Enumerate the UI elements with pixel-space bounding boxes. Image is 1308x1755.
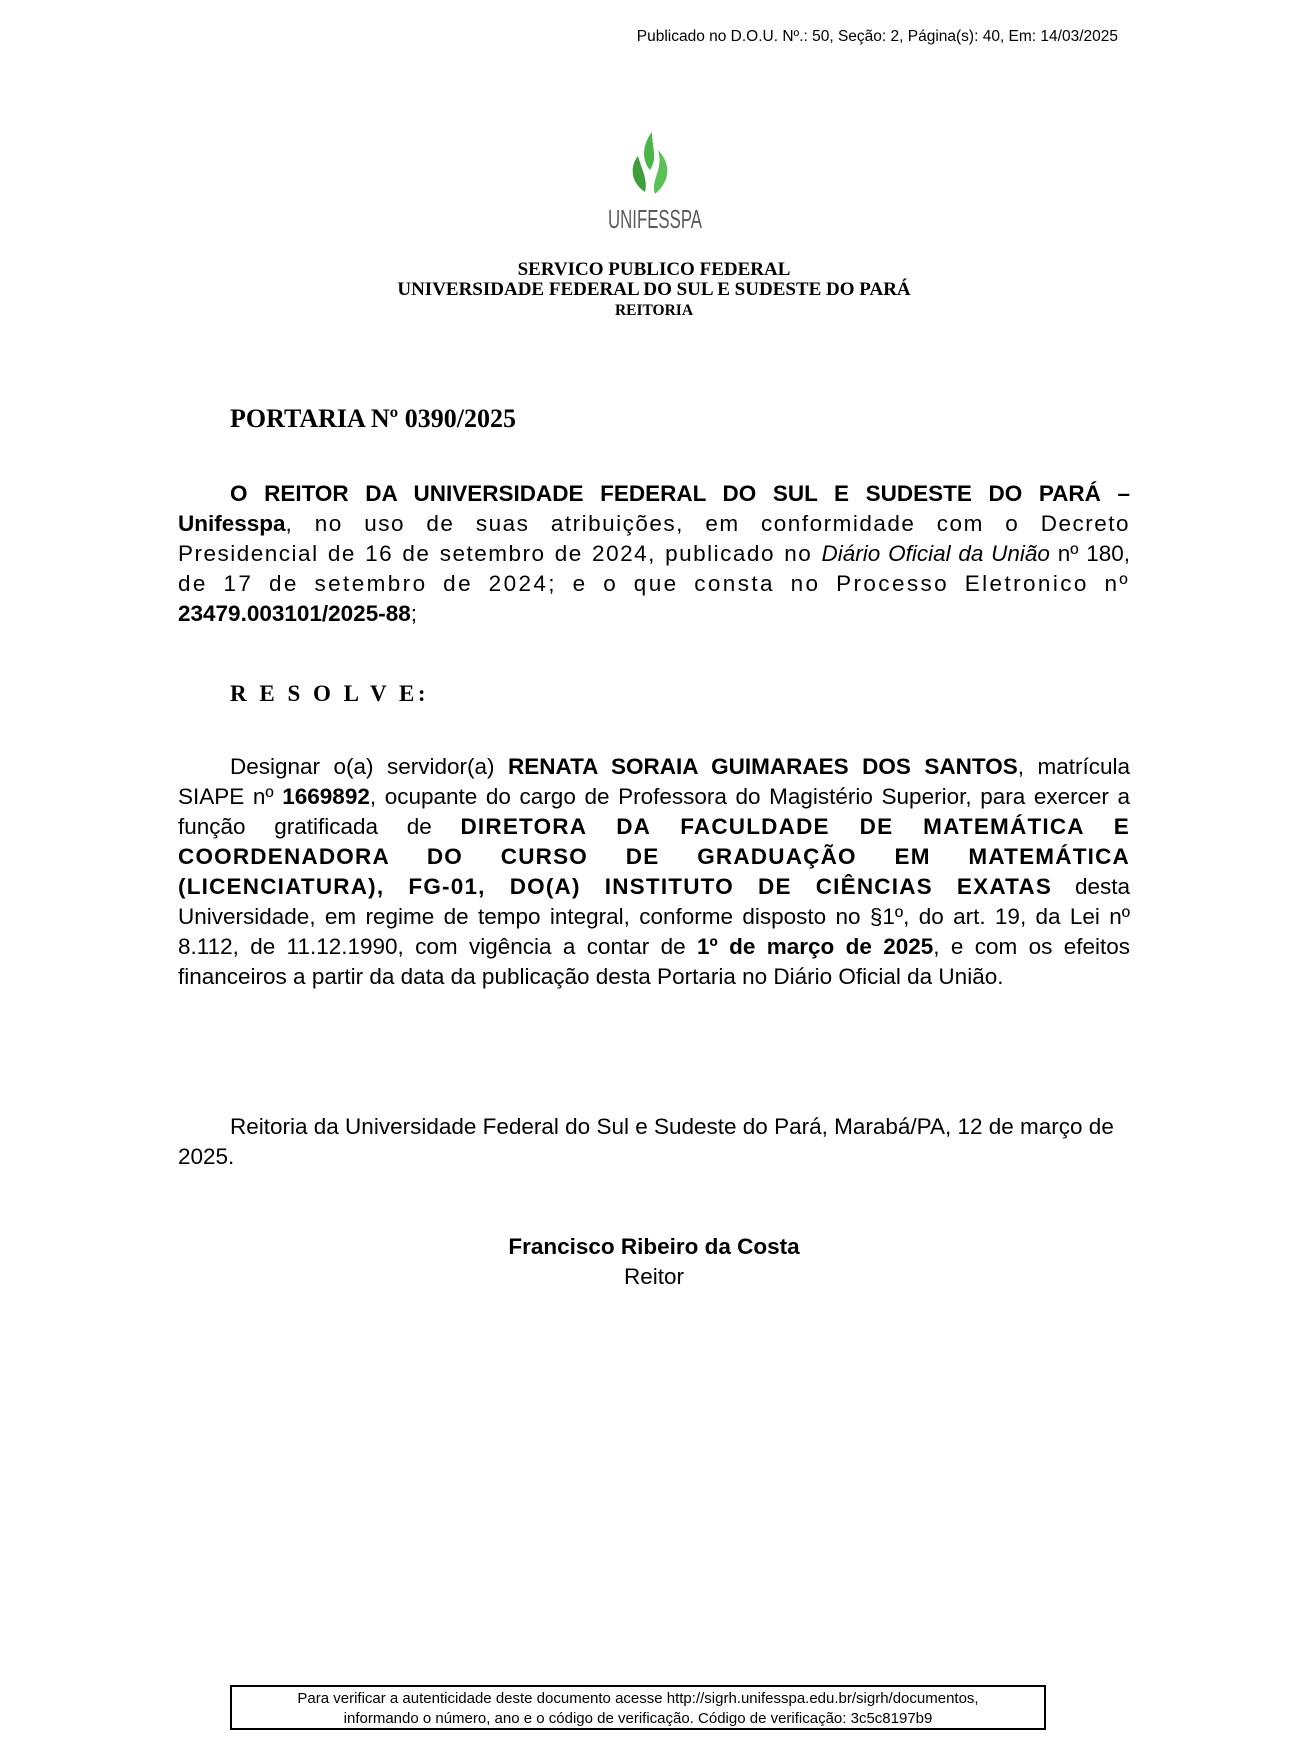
- preamble-paragraph: O REITOR DA UNIVERSIDADE FEDERAL DO SUL E SUDESTE DO PARÁ – Unifesspa, no uso de suas atribuições, em conformidade com o Decreto Presidencial de 16 de setembro de 2024, publicado no Diário Oficial da União nº 180, de 17 de setembro de 2024; e o que consta no Processo Eletronico nº 23479.003101/2025-88;: [178, 481, 1130, 626]
- resolve-heading: R E S O L V E:: [230, 681, 429, 706]
- verification-line-1: Para verificar a autenticidade deste documento acesse http://sigrh.unifesspa.edu.br/sigrh/documentos,: [297, 1690, 979, 1707]
- process-number: 23479.003101/2025-88: [178, 601, 411, 626]
- header-line-3: REITORIA: [614, 302, 694, 319]
- logo-text: UNIFESSPA: [608, 204, 703, 234]
- function-title: DIRETORA DA FACULDADE DE MATEMÁTICA E COORDENADORA DO CURSO DE GRADUAÇÃO EM MATEMÁTICA (LICENCIATURA), FG-01, DO(A) INSTITUTO DE CIÊNCIAS EXATAS: [178, 814, 1130, 899]
- siape-number: 1669892: [282, 784, 370, 809]
- unifesspa-logo: [600, 130, 710, 234]
- publication-line: Publicado no D.O.U. Nº.: 50, Seção: 2, Página(s): 40, Em: 14/03/2025: [636, 28, 1118, 45]
- header-line-2: UNIVERSIDADE FEDERAL DO SUL E SUDESTE DO PARÁ: [397, 279, 911, 300]
- leaf-left-icon: [633, 156, 646, 192]
- leaf-top-icon: [644, 132, 654, 170]
- leaf-right-icon: [654, 150, 667, 194]
- authority: O REITOR DA UNIVERSIDADE FEDERAL DO SUL E SUDESTE DO PARÁ – Unifesspa: [178, 481, 1130, 536]
- verification-box: [230, 1685, 1046, 1730]
- designation-paragraph: Designar o(a) servidor(a) RENATA SORAIA GUIMARAES DOS SANTOS, matrícula SIAPE nº 1669892, ocupante do cargo de Professora do Magistério Superior, para exercer a função gratificada de DIRETORA DA FACULDADE DE MATEMÁTICA E COORDENADORA DO CURSO DE GRADUAÇÃO EM MATEMÁTICA (LICENCIATURA), FG-01, DO(A) INSTITUTO DE CIÊNCIAS EXATAS desta Universidade, em regime de tempo integral, conforme disposto no §1º, do art. 19, da Lei nº 8.112, de 11.12.1990, com vigência a contar de 1º de março de 2025, e com os efeitos financeiros a partir da data da publicação desta Portaria no Diário Oficial da União.: [178, 754, 1130, 989]
- verification-line-2: informando o número, ano e o código de verificação. Código de verificação: 3c5c8197b9: [343, 1710, 933, 1727]
- signer-name: Francisco Ribeiro da Costa: [508, 1234, 800, 1259]
- dou-name: Diário Oficial da União: [821, 541, 1050, 566]
- signer-role: Reitor: [623, 1264, 685, 1289]
- place-date: Reitoria da Universidade Federal do Sul e Sudeste do Pará, Marabá/PA, 12 de março de 2025.: [178, 1114, 1114, 1169]
- servant-name: RENATA SORAIA GUIMARAES DOS SANTOS: [508, 754, 1018, 779]
- effective-date: 1º de março de 2025: [697, 934, 934, 959]
- header-line-1: SERVICO PUBLICO FEDERAL: [517, 259, 791, 280]
- document-title: PORTARIA Nº 0390/2025: [230, 404, 516, 433]
